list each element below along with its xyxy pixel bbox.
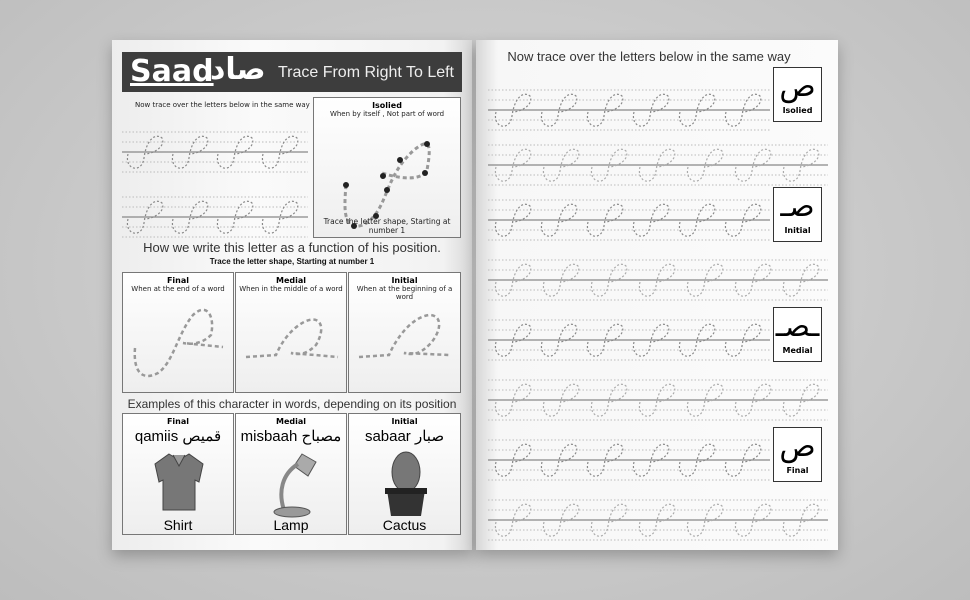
initial-letter-trace [349, 273, 462, 394]
final-title: Final [166, 276, 190, 285]
final-letter-trace [123, 273, 235, 394]
letter-label: Isolied [782, 106, 813, 115]
medial-subtitle: When in the middle of a word [239, 285, 343, 293]
letter-glyph: صـ [780, 189, 815, 224]
letter-glyph: ـصـ [775, 309, 820, 344]
letter-box-isolated [773, 67, 822, 122]
example-picture-label: Shirt [163, 517, 193, 533]
example-title: Initial [391, 417, 418, 426]
letter-glyph: ص [779, 69, 816, 104]
example-arabic: صبار [414, 428, 445, 445]
right-page [476, 40, 838, 550]
initial-title: Initial [391, 276, 418, 285]
example-title: Medial [276, 417, 306, 426]
example-picture-label: Cactus [382, 517, 427, 533]
letter-label: Initial [784, 226, 811, 235]
isolated-form-box [313, 97, 461, 238]
example-picture-label: Lamp [273, 517, 309, 533]
cactus-image [383, 450, 429, 518]
letter-box-initial [773, 187, 822, 242]
title-banner [122, 52, 462, 92]
arabic-name: صاد [210, 52, 266, 87]
letter-box-final [773, 427, 822, 482]
example-arabic: مصباح [301, 428, 342, 445]
banner-instruction: Trace From Right To Left [277, 64, 454, 81]
isolated-title: Isolied [372, 101, 402, 110]
final-subtitle: When at the end of a word [131, 285, 225, 293]
latin-name: Saad [130, 54, 214, 89]
medial-letter-trace [236, 273, 348, 394]
example-medial [235, 413, 347, 535]
example-title: Final [166, 417, 190, 426]
example-final [122, 413, 234, 535]
isolated-footer: Trace the letter shape, Starting at number 1 [323, 217, 451, 235]
right-page-title: Now trace over the letters below in the same way [507, 49, 791, 64]
letter-glyph: ص [779, 429, 816, 464]
examples-heading: Examples of this character in words, depending on its position [127, 397, 457, 411]
example-translit: qamiis [134, 428, 179, 445]
final-form-box [122, 272, 234, 393]
example-initial [348, 413, 461, 535]
isolated-subtitle: When by itself , Not part of word [329, 110, 445, 118]
medial-title: Medial [276, 276, 306, 285]
example-translit: sabaar [364, 428, 411, 445]
lamp-image [264, 452, 320, 518]
medial-form-box [235, 272, 347, 393]
letter-label: Final [786, 466, 809, 475]
letter-label: Medial [782, 346, 813, 355]
initial-form-box [348, 272, 461, 393]
tracing-practice-area [122, 112, 308, 232]
left-page [112, 40, 472, 550]
trace-prompt: Now trace over the letters below in the same way [135, 101, 310, 109]
example-translit: misbaah [240, 428, 298, 445]
initial-subtitle: When at the beginning of a word [356, 285, 453, 301]
shirt-image [153, 452, 205, 512]
position-subheading: Trace the letter shape, Starting at number 1 [209, 257, 375, 266]
example-arabic: قميص [182, 428, 222, 445]
position-heading: How we write this letter as a function of his position. [143, 240, 441, 255]
letter-box-medial [773, 307, 822, 362]
